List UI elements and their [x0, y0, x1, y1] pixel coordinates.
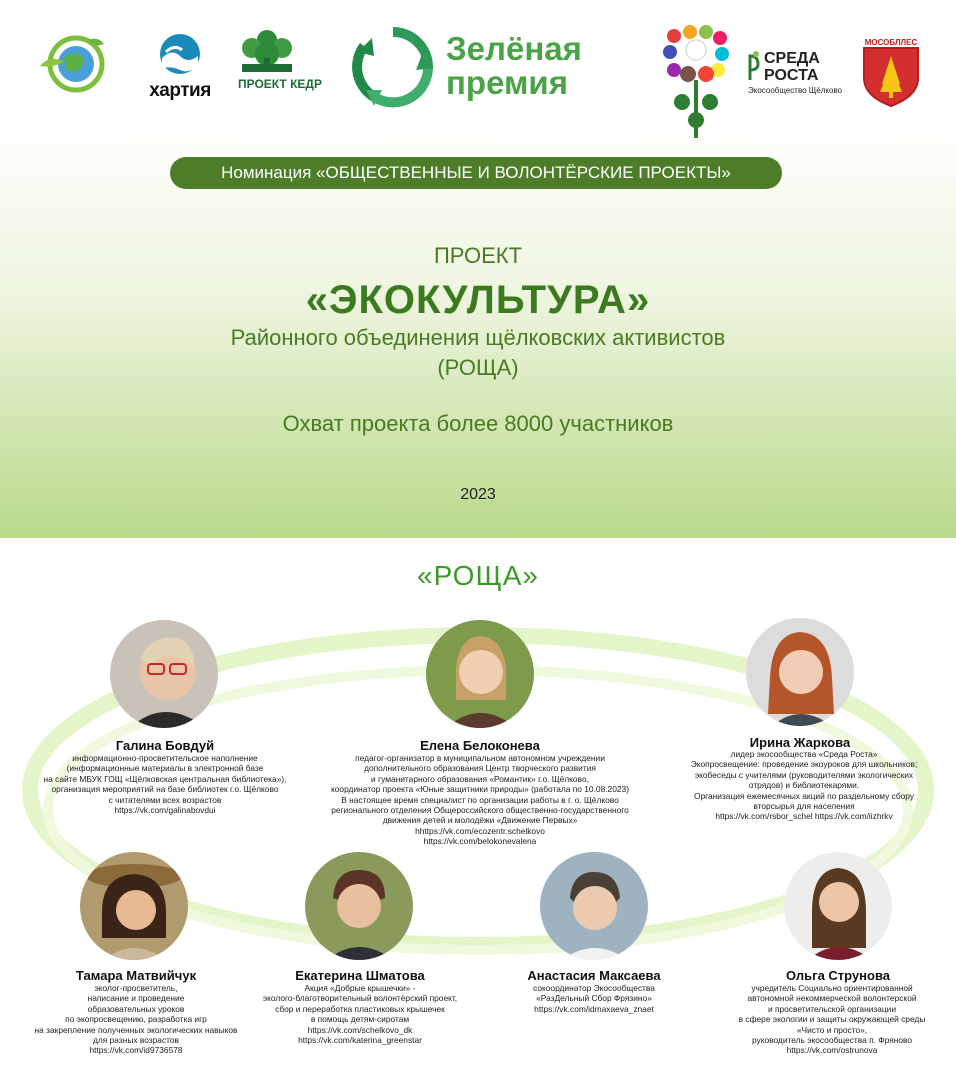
description-line: педагог-организатор в муниципальном автономном учреждении — [355, 753, 605, 763]
description-line: руководитель экосообщества п. Фряново — [751, 1035, 913, 1046]
avatar — [305, 852, 413, 960]
avatar — [540, 852, 648, 960]
project-word: ПРОЕКТ — [433, 243, 523, 268]
description-line: и просветительской организации — [767, 1003, 897, 1014]
description-line: движения детей и молодёжи «Движение Первых» — [382, 815, 578, 826]
description-line: отрядов) и библиотекарями. — [748, 780, 860, 791]
description-line: эколого-благотворительный волонтёрский проект, — [262, 993, 458, 1004]
project-year: 2023 — [460, 486, 496, 503]
description-line: лидер экосообщества «Среда Роста» — [730, 749, 878, 759]
person-name: Галина Бовдуй — [115, 738, 215, 753]
person-description — [494, 983, 694, 1014]
profile-link[interactable]: https://vk.com/belokonevalena — [423, 836, 537, 847]
avatar — [746, 618, 854, 726]
person-description — [20, 753, 310, 815]
description-line: образовательных уроков — [87, 1003, 185, 1014]
team-title: «РОЩА» — [417, 560, 539, 591]
profile-link[interactable]: https://vk.com/ostrunova — [786, 1045, 878, 1056]
profile-link[interactable]: https://vk.com/id9736578 — [89, 1045, 183, 1056]
description-line: (информационные материалы в электронной базе — [66, 763, 264, 774]
green-award-line-2: премия — [446, 64, 568, 101]
description-line: В настоящее время специалист по организации работы в г. о. Щёлково — [341, 794, 619, 805]
kedr-label: ПРОЕКТ КЕДР — [238, 77, 322, 91]
mosoblles-emblem — [860, 34, 922, 108]
sreda-rosta-logo — [746, 48, 843, 100]
description-line: координатор проекта «Юные защитники природы» (работала по 10.08.2023) — [331, 784, 629, 795]
profile-link[interactable]: hhttps://vk.com/ecozentr.schelkovo — [415, 825, 545, 836]
person-name: Екатерина Шматова — [295, 968, 425, 983]
description-line: «РазДельный Сбор Фрязино» — [536, 993, 652, 1004]
sreda-rosta-sublabel: Экосообщество Щёлково — [748, 86, 843, 95]
nomination-banner: Номинация «ОБЩЕСТВЕННЫЕ И ВОЛОНТЁРСКИЕ ПРОЕКТЫ» — [170, 157, 782, 189]
description-line: по экопросвещению, разработка игр — [65, 1014, 207, 1025]
sreda-rosta-label — [764, 50, 820, 84]
project-organization: Районного объединения щёлковских активистов — [230, 325, 726, 350]
hartia-label: хартия — [149, 80, 211, 101]
description-line: дополнительного образования Центр творческого развития — [364, 763, 596, 774]
globe-eco-logo — [36, 32, 114, 94]
description-line: Организация ежемесячных акций по раздельному сбору — [693, 790, 915, 801]
description-line: в сфере экологии и защиты окружающей среды — [738, 1014, 926, 1025]
profile-link[interactable]: https://vk.com/schelkovo_dk — [307, 1024, 413, 1035]
profile-link[interactable]: https://vk.com/idmaxaeva_znaet — [534, 1003, 654, 1014]
project-organization-abbr: (РОЩА) — [437, 355, 519, 380]
green-award-line-1: Зелёная — [446, 30, 582, 67]
description-line: с читателями всех возрастов — [108, 794, 222, 805]
description-line: учредитель Социально ориентированной — [751, 983, 913, 993]
person-name: Ирина Жаркова — [749, 735, 851, 750]
description-line: для разных возрастов — [93, 1035, 179, 1046]
description-line: «Чисто и просто», — [796, 1024, 868, 1035]
description-line: эколог-просветитель, — [94, 983, 178, 993]
description-line: экобеседы с учителями (руководителями экологических — [694, 769, 914, 780]
person-name: Елена Белоконева — [420, 738, 540, 753]
mosoblles-label: МОСОБЛЛЕС — [864, 38, 918, 47]
description-line: на сайте МБУК ГОЩ «Щёлковская центральная библиотека»), — [43, 773, 287, 784]
person-description — [712, 983, 952, 1056]
description-line: сбор и переработка пластиковых крышечек — [275, 1003, 445, 1014]
avatar — [784, 852, 892, 960]
profile-link[interactable]: https://vk.com/galinabovdui — [114, 805, 216, 816]
description-line: автономной некоммерческой волонтерской — [747, 993, 917, 1004]
description-line: Экопросвещение: проведение экоуроков для школьников; — [690, 759, 918, 770]
colorful-tree-logo — [660, 24, 732, 140]
avatar — [426, 620, 534, 728]
description-line: вторсырья для населения — [753, 801, 855, 812]
green-award-logo — [352, 26, 612, 108]
description-line: организация мероприятий на базе библиотек г.о. Щёлково — [51, 784, 279, 795]
poster-header — [0, 0, 956, 538]
description-line: в помощь детям-сиротам — [310, 1014, 410, 1025]
description-line: сокоординатор Экосообщества — [533, 983, 655, 993]
description-line: Акция «Добрые крышечки» - — [304, 983, 416, 993]
person-name: Ольга Струнова — [785, 968, 891, 983]
person-description — [300, 753, 660, 847]
kedr-logo — [232, 28, 322, 108]
profile-link[interactable]: https://vk.com/rsbor_schel https://vk.com/iizhrkv — [715, 811, 893, 822]
green-award-label — [446, 32, 582, 100]
person-description — [236, 983, 484, 1045]
description-line: и гуманитарного образования «Романтик» г.о. Щёлково, — [371, 773, 589, 784]
description-line: на закрепление полученных экологических навыков — [34, 1024, 238, 1035]
person-description — [670, 749, 938, 822]
sreda-line-2: РОСТА — [764, 67, 819, 84]
description-line: написание и проведение — [87, 993, 185, 1004]
project-reach: Охват проекта более 8000 участников — [282, 411, 674, 436]
sreda-line-1: СРЕДА — [764, 50, 820, 67]
person-name: Анастасия Максаева — [527, 968, 661, 983]
person-description — [10, 983, 262, 1056]
person-name: Тамара Матвийчук — [75, 968, 197, 983]
description-line: информационно-просветительское наполнение — [72, 753, 258, 763]
description-line: регионального отделения Общероссийского общественно-государственного — [331, 805, 629, 816]
profile-link[interactable]: https://vk.com/katerina_greenstar — [298, 1035, 422, 1046]
hartia-logo — [142, 32, 218, 102]
project-title: «ЭКОКУЛЬТУРА» — [305, 278, 651, 322]
avatar — [110, 620, 218, 728]
avatar — [80, 852, 188, 960]
